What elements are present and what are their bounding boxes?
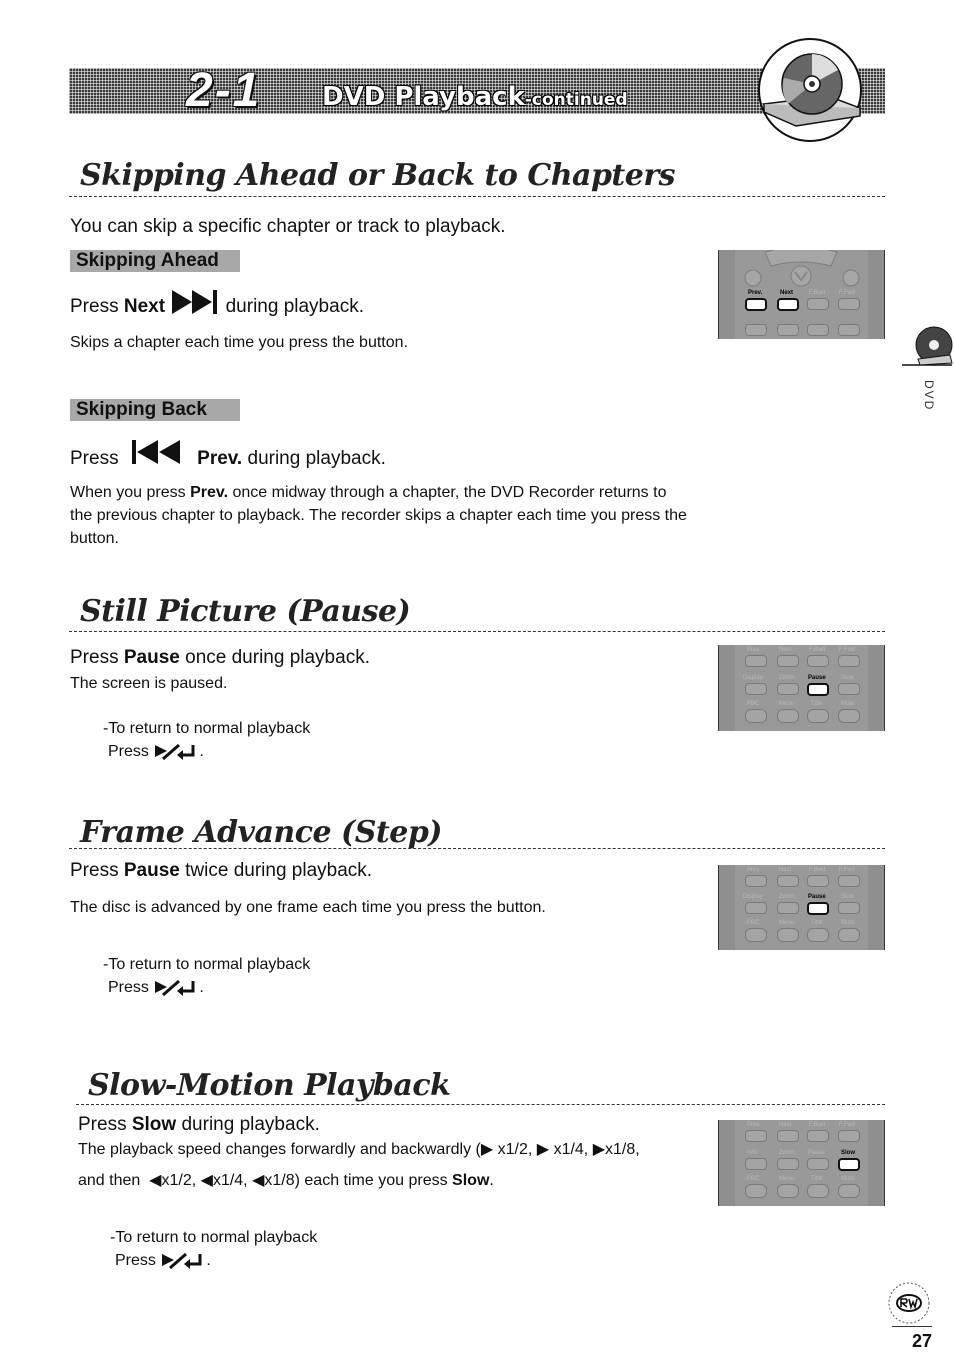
page-number: 27 — [892, 1326, 932, 1352]
play-enter-icon — [153, 743, 199, 761]
skipping-back-desc: When you press Prev. once midway through a chapter, the DVD Recorder returns to the previous chapter to playback. The recorder skips a chapter each time you press the button. — [70, 484, 687, 547]
step-instruction: Press Pause twice during playback. — [70, 860, 373, 881]
pause-instruction: Press Pause once during playback. — [70, 647, 370, 668]
reverse-arrow-icon: ◀ — [200, 1172, 213, 1189]
remote-illustration-prev-next: Prev. Next F.Bwd F.Fwd — [718, 250, 885, 339]
section-divider — [69, 848, 885, 849]
dvd-rw-recorder-logo — [886, 1280, 932, 1326]
section-title-pause: Still Picture (Pause) — [80, 594, 411, 629]
remote-fbwd-button — [807, 298, 829, 310]
section-divider — [76, 1104, 885, 1105]
section-title-step: Frame Advance (Step) — [80, 815, 442, 850]
skip-next-icon — [170, 288, 220, 316]
remote-slow-button — [838, 1158, 860, 1171]
slow-return-note: -To return to normal playback — [110, 1229, 318, 1246]
section-divider — [69, 631, 885, 632]
skipping-ahead-instruction: Press Next during playback. — [70, 288, 364, 320]
remote-label-pause: Pause — [808, 675, 826, 681]
step-return-note: -To return to normal playback — [103, 956, 311, 973]
slow-speed-line1: The playback speed changes forwardly and backwardly (▶ x1/2, ▶ x1/4, ▶x1/8, — [78, 1141, 640, 1158]
remote-label-next: Next — [780, 290, 794, 296]
forward-arrow-icon: ▶ — [480, 1141, 494, 1158]
reverse-arrow-icon: ◀ — [149, 1172, 162, 1189]
remote-button — [807, 324, 829, 336]
section-title-slow: Slow-Motion Playback — [88, 1068, 451, 1103]
prev-button-label: Prev. — [197, 448, 243, 469]
play-enter-icon — [160, 1252, 206, 1270]
dvd-player-disc-icon — [758, 38, 862, 142]
remote-ffwd-button — [838, 298, 860, 310]
remote-button — [777, 324, 799, 336]
section-divider — [69, 196, 885, 197]
remote-label-prev: Prev. — [748, 290, 763, 296]
remote-pause-button — [807, 902, 829, 915]
remote-dpad-icon — [735, 250, 868, 288]
remote-illustration-pause: Prev. Next F.Bwd F.Fwd Display Zoom Pause Slow PBC Menu Title Mute — [718, 645, 885, 731]
dvd-section-tab-icon — [900, 325, 954, 369]
skipping-ahead-desc: Skips a chapter each time you press the button. — [70, 334, 408, 351]
remote-pause-button — [807, 683, 829, 696]
skip-prev-icon — [130, 438, 192, 468]
forward-arrow-icon: ▶ — [536, 1141, 550, 1158]
remote-button — [838, 324, 860, 336]
section-title-skipping: Skipping Ahead or Back to Chapters — [80, 158, 676, 193]
next-button-label: Next — [123, 296, 166, 317]
subhead-skipping-ahead: Skipping Ahead — [70, 250, 240, 272]
slow-return-press: Press . — [115, 1252, 211, 1269]
remote-next-button — [777, 298, 799, 311]
skipping-back-instruction: Press Prev. during playback. — [70, 438, 386, 472]
slow-instruction: Press Slow during playback. — [78, 1114, 320, 1135]
chapter-suffix: -continued — [524, 90, 628, 110]
pause-return-note: -To return to normal playback — [103, 720, 311, 737]
step-desc: The disc is advanced by one frame each time you press the button. — [70, 899, 546, 916]
subhead-skipping-back: Skipping Back — [70, 399, 240, 421]
slow-speed-line2: and then ◀x1/2, ◀x1/4, ◀x1/8) each time you press Slow. — [78, 1172, 494, 1189]
pause-return-press: Press . — [108, 743, 204, 760]
remote-prev-button — [745, 298, 767, 311]
remote-illustration-slow: Prev. Next F.Bwd F.Fwd Info Zoom Pause Slow PBC Menu Title Mute — [718, 1120, 885, 1206]
forward-arrow-icon: ▶ — [592, 1141, 606, 1158]
sidebar-tab-label: DVD — [922, 380, 936, 412]
remote-button — [745, 324, 767, 336]
step-return-press: Press . — [108, 979, 204, 996]
play-enter-icon — [153, 979, 199, 997]
pause-desc: The screen is paused. — [70, 675, 228, 692]
remote-label-slow: Slow — [841, 1150, 856, 1156]
remote-illustration-step: Prev. Next F.Bwd F.Fwd Display Zoom Pause Slow PBC Menu Title Mute — [718, 865, 885, 950]
chapter-title: DVD Playback-continued — [322, 82, 628, 112]
chapter-number: 2-1 — [186, 64, 262, 117]
reverse-arrow-icon: ◀ — [252, 1172, 265, 1189]
skipping-intro: You can skip a specific chapter or track to playback. — [70, 216, 506, 237]
remote-label-pause: Pause — [808, 894, 826, 900]
